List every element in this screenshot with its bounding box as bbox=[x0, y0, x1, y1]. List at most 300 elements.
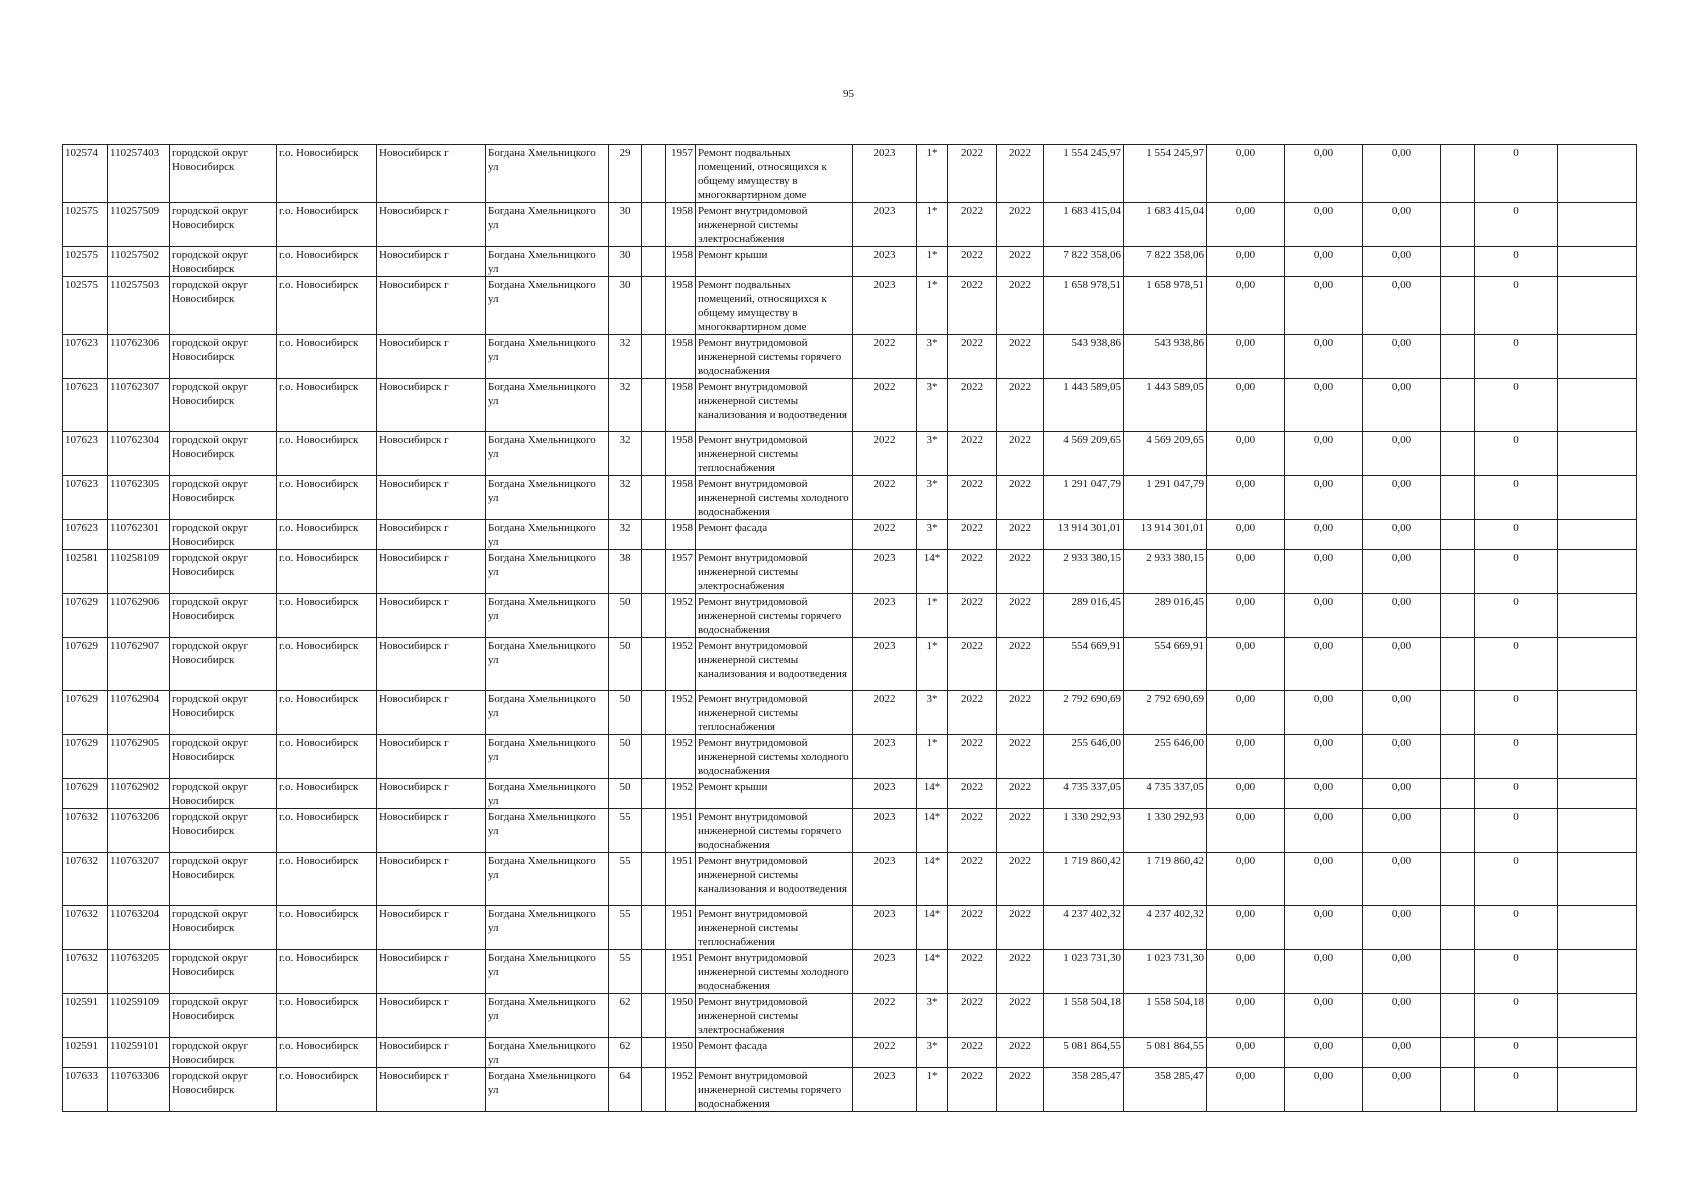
note-cell bbox=[1558, 476, 1637, 520]
other-sources-cell: 0 bbox=[1475, 145, 1558, 203]
reason-code-cell: 3* bbox=[917, 1038, 948, 1068]
building-cell bbox=[642, 906, 666, 950]
work-type-cell: Ремонт внутридомовой инженерной системы теплоснабжения bbox=[696, 906, 853, 950]
fund-cost-cell: 255 646,00 bbox=[1124, 735, 1207, 779]
municipality-cell: городской округ Новосибирск bbox=[170, 994, 277, 1038]
extra-cell bbox=[1441, 1038, 1475, 1068]
extra-cell bbox=[1441, 550, 1475, 594]
table-row bbox=[63, 476, 1637, 520]
settlement-cell: Новосибирск г bbox=[377, 335, 486, 379]
street-cell: Богдана Хмельницкого ул bbox=[486, 853, 609, 906]
extra-cell bbox=[1441, 476, 1475, 520]
house-id-cell: 107629 bbox=[63, 594, 108, 638]
building-cell bbox=[642, 853, 666, 906]
work-id-cell: 110763207 bbox=[108, 853, 170, 906]
street-cell: Богдана Хмельницкого ул bbox=[486, 145, 609, 203]
table-body bbox=[63, 145, 1637, 1112]
end-year-cell: 2022 bbox=[997, 432, 1044, 476]
house-id-cell: 107629 bbox=[63, 638, 108, 691]
district-cell: г.о. Новосибирск bbox=[277, 1068, 377, 1112]
table-row bbox=[63, 1038, 1637, 1068]
house-number-cell: 32 bbox=[609, 335, 642, 379]
street-cell: Богдана Хмельницкого ул bbox=[486, 950, 609, 994]
street-cell: Богдана Хмельницкого ул bbox=[486, 691, 609, 735]
total-cost-cell: 13 914 301,01 bbox=[1044, 520, 1124, 550]
house-number-cell: 30 bbox=[609, 203, 642, 247]
other-sources-cell: 0 bbox=[1475, 809, 1558, 853]
other-sources-cell: 0 bbox=[1475, 853, 1558, 906]
building-cell bbox=[642, 691, 666, 735]
house-number-cell: 55 bbox=[609, 853, 642, 906]
regional-cost-cell: 0,00 bbox=[1285, 145, 1363, 203]
house-number-cell: 50 bbox=[609, 735, 642, 779]
building-cell bbox=[642, 550, 666, 594]
start-year-cell: 2022 bbox=[948, 520, 997, 550]
district-cell: г.о. Новосибирск bbox=[277, 853, 377, 906]
construction-year-cell: 1952 bbox=[666, 1068, 696, 1112]
settlement-cell: Новосибирск г bbox=[377, 809, 486, 853]
planned-year-cell: 2022 bbox=[853, 691, 917, 735]
work-id-cell: 110763306 bbox=[108, 1068, 170, 1112]
extra-cell bbox=[1441, 950, 1475, 994]
house-number-cell: 62 bbox=[609, 1038, 642, 1068]
work-id-cell: 110762902 bbox=[108, 779, 170, 809]
district-cell: г.о. Новосибирск bbox=[277, 145, 377, 203]
end-year-cell: 2022 bbox=[997, 638, 1044, 691]
work-id-cell: 110762301 bbox=[108, 520, 170, 550]
extra-cell bbox=[1441, 335, 1475, 379]
house-number-cell: 62 bbox=[609, 994, 642, 1038]
total-cost-cell: 7 822 358,06 bbox=[1044, 247, 1124, 277]
table-row bbox=[63, 277, 1637, 335]
budget-cost-cell: 0,00 bbox=[1207, 594, 1285, 638]
district-cell: г.о. Новосибирск bbox=[277, 906, 377, 950]
note-cell bbox=[1558, 379, 1637, 432]
building-cell bbox=[642, 145, 666, 203]
fund-cost-cell: 2 792 690,69 bbox=[1124, 691, 1207, 735]
house-number-cell: 29 bbox=[609, 145, 642, 203]
extra-cell bbox=[1441, 906, 1475, 950]
planned-year-cell: 2022 bbox=[853, 379, 917, 432]
other-sources-cell: 0 bbox=[1475, 994, 1558, 1038]
reason-code-cell: 1* bbox=[917, 203, 948, 247]
fund-cost-cell: 1 719 860,42 bbox=[1124, 853, 1207, 906]
other-sources-cell: 0 bbox=[1475, 691, 1558, 735]
regional-cost-cell: 0,00 bbox=[1285, 638, 1363, 691]
local-cost-cell: 0,00 bbox=[1363, 779, 1441, 809]
note-cell bbox=[1558, 809, 1637, 853]
work-type-cell: Ремонт подвальных помещений, относящихся к общему имуществу в многоквартирном доме bbox=[696, 277, 853, 335]
reason-code-cell: 14* bbox=[917, 779, 948, 809]
table-row bbox=[63, 145, 1637, 203]
fund-cost-cell: 4 237 402,32 bbox=[1124, 906, 1207, 950]
total-cost-cell: 255 646,00 bbox=[1044, 735, 1124, 779]
municipality-cell: городской округ Новосибирск bbox=[170, 906, 277, 950]
building-cell bbox=[642, 379, 666, 432]
work-id-cell: 110259109 bbox=[108, 994, 170, 1038]
local-cost-cell: 0,00 bbox=[1363, 1068, 1441, 1112]
budget-cost-cell: 0,00 bbox=[1207, 432, 1285, 476]
district-cell: г.о. Новосибирск bbox=[277, 247, 377, 277]
extra-cell bbox=[1441, 779, 1475, 809]
end-year-cell: 2022 bbox=[997, 691, 1044, 735]
building-cell bbox=[642, 1068, 666, 1112]
district-cell: г.о. Новосибирск bbox=[277, 809, 377, 853]
end-year-cell: 2022 bbox=[997, 994, 1044, 1038]
fund-cost-cell: 5 081 864,55 bbox=[1124, 1038, 1207, 1068]
reason-code-cell: 1* bbox=[917, 638, 948, 691]
construction-year-cell: 1958 bbox=[666, 203, 696, 247]
fund-cost-cell: 1 330 292,93 bbox=[1124, 809, 1207, 853]
work-id-cell: 110763204 bbox=[108, 906, 170, 950]
end-year-cell: 2022 bbox=[997, 247, 1044, 277]
regional-cost-cell: 0,00 bbox=[1285, 735, 1363, 779]
district-cell: г.о. Новосибирск bbox=[277, 594, 377, 638]
planned-year-cell: 2023 bbox=[853, 247, 917, 277]
other-sources-cell: 0 bbox=[1475, 950, 1558, 994]
regional-cost-cell: 0,00 bbox=[1285, 994, 1363, 1038]
start-year-cell: 2022 bbox=[948, 203, 997, 247]
extra-cell bbox=[1441, 594, 1475, 638]
municipality-cell: городской округ Новосибирск bbox=[170, 247, 277, 277]
extra-cell bbox=[1441, 277, 1475, 335]
table-row bbox=[63, 779, 1637, 809]
municipality-cell: городской округ Новосибирск bbox=[170, 145, 277, 203]
other-sources-cell: 0 bbox=[1475, 277, 1558, 335]
work-type-cell: Ремонт внутридомовой инженерной системы холодного водоснабжения bbox=[696, 476, 853, 520]
table-row bbox=[63, 432, 1637, 476]
fund-cost-cell: 554 669,91 bbox=[1124, 638, 1207, 691]
house-id-cell: 107623 bbox=[63, 379, 108, 432]
municipality-cell: городской округ Новосибирск bbox=[170, 735, 277, 779]
regional-cost-cell: 0,00 bbox=[1285, 1038, 1363, 1068]
street-cell: Богдана Хмельницкого ул bbox=[486, 594, 609, 638]
planned-year-cell: 2023 bbox=[853, 594, 917, 638]
other-sources-cell: 0 bbox=[1475, 335, 1558, 379]
settlement-cell: Новосибирск г bbox=[377, 550, 486, 594]
table-row bbox=[63, 247, 1637, 277]
end-year-cell: 2022 bbox=[997, 203, 1044, 247]
settlement-cell: Новосибирск г bbox=[377, 853, 486, 906]
end-year-cell: 2022 bbox=[997, 950, 1044, 994]
construction-year-cell: 1958 bbox=[666, 277, 696, 335]
work-type-cell: Ремонт внутридомовой инженерной системы холодного водоснабжения bbox=[696, 735, 853, 779]
budget-cost-cell: 0,00 bbox=[1207, 1038, 1285, 1068]
local-cost-cell: 0,00 bbox=[1363, 691, 1441, 735]
start-year-cell: 2022 bbox=[948, 950, 997, 994]
house-number-cell: 50 bbox=[609, 638, 642, 691]
house-id-cell: 107629 bbox=[63, 691, 108, 735]
municipality-cell: городской округ Новосибирск bbox=[170, 379, 277, 432]
fund-cost-cell: 1 443 589,05 bbox=[1124, 379, 1207, 432]
house-number-cell: 32 bbox=[609, 520, 642, 550]
house-id-cell: 107633 bbox=[63, 1068, 108, 1112]
total-cost-cell: 2 792 690,69 bbox=[1044, 691, 1124, 735]
other-sources-cell: 0 bbox=[1475, 594, 1558, 638]
note-cell bbox=[1558, 906, 1637, 950]
house-id-cell: 107629 bbox=[63, 779, 108, 809]
street-cell: Богдана Хмельницкого ул bbox=[486, 520, 609, 550]
settlement-cell: Новосибирск г bbox=[377, 203, 486, 247]
reason-code-cell: 14* bbox=[917, 950, 948, 994]
reason-code-cell: 14* bbox=[917, 550, 948, 594]
other-sources-cell: 0 bbox=[1475, 638, 1558, 691]
budget-cost-cell: 0,00 bbox=[1207, 145, 1285, 203]
other-sources-cell: 0 bbox=[1475, 203, 1558, 247]
house-id-cell: 107623 bbox=[63, 520, 108, 550]
fund-cost-cell: 1 291 047,79 bbox=[1124, 476, 1207, 520]
extra-cell bbox=[1441, 809, 1475, 853]
extra-cell bbox=[1441, 735, 1475, 779]
work-id-cell: 110762307 bbox=[108, 379, 170, 432]
note-cell bbox=[1558, 594, 1637, 638]
municipality-cell: городской округ Новосибирск bbox=[170, 950, 277, 994]
settlement-cell: Новосибирск г bbox=[377, 432, 486, 476]
reason-code-cell: 1* bbox=[917, 277, 948, 335]
building-cell bbox=[642, 594, 666, 638]
extra-cell bbox=[1441, 145, 1475, 203]
regional-cost-cell: 0,00 bbox=[1285, 520, 1363, 550]
budget-cost-cell: 0,00 bbox=[1207, 247, 1285, 277]
district-cell: г.о. Новосибирск bbox=[277, 476, 377, 520]
work-id-cell: 110763206 bbox=[108, 809, 170, 853]
note-cell bbox=[1558, 638, 1637, 691]
regional-cost-cell: 0,00 bbox=[1285, 203, 1363, 247]
regional-cost-cell: 0,00 bbox=[1285, 950, 1363, 994]
house-id-cell: 107632 bbox=[63, 809, 108, 853]
construction-year-cell: 1952 bbox=[666, 779, 696, 809]
work-type-cell: Ремонт внутридомовой инженерной системы горячего водоснабжения bbox=[696, 809, 853, 853]
table-row bbox=[63, 203, 1637, 247]
street-cell: Богдана Хмельницкого ул bbox=[486, 735, 609, 779]
budget-cost-cell: 0,00 bbox=[1207, 853, 1285, 906]
planned-year-cell: 2022 bbox=[853, 994, 917, 1038]
house-number-cell: 50 bbox=[609, 779, 642, 809]
settlement-cell: Новосибирск г bbox=[377, 1038, 486, 1068]
fund-cost-cell: 1 658 978,51 bbox=[1124, 277, 1207, 335]
regional-cost-cell: 0,00 bbox=[1285, 379, 1363, 432]
construction-year-cell: 1951 bbox=[666, 906, 696, 950]
start-year-cell: 2022 bbox=[948, 1038, 997, 1068]
fund-cost-cell: 4 569 209,65 bbox=[1124, 432, 1207, 476]
municipality-cell: городской округ Новосибирск bbox=[170, 594, 277, 638]
end-year-cell: 2022 bbox=[997, 906, 1044, 950]
street-cell: Богдана Хмельницкого ул bbox=[486, 779, 609, 809]
planned-year-cell: 2023 bbox=[853, 735, 917, 779]
local-cost-cell: 0,00 bbox=[1363, 520, 1441, 550]
end-year-cell: 2022 bbox=[997, 145, 1044, 203]
table-row bbox=[63, 950, 1637, 994]
total-cost-cell: 1 023 731,30 bbox=[1044, 950, 1124, 994]
settlement-cell: Новосибирск г bbox=[377, 476, 486, 520]
district-cell: г.о. Новосибирск bbox=[277, 432, 377, 476]
settlement-cell: Новосибирск г bbox=[377, 520, 486, 550]
settlement-cell: Новосибирск г bbox=[377, 594, 486, 638]
local-cost-cell: 0,00 bbox=[1363, 994, 1441, 1038]
settlement-cell: Новосибирск г bbox=[377, 277, 486, 335]
construction-year-cell: 1958 bbox=[666, 335, 696, 379]
street-cell: Богдана Хмельницкого ул bbox=[486, 1038, 609, 1068]
street-cell: Богдана Хмельницкого ул bbox=[486, 994, 609, 1038]
fund-cost-cell: 1 554 245,97 bbox=[1124, 145, 1207, 203]
budget-cost-cell: 0,00 bbox=[1207, 203, 1285, 247]
house-id-cell: 102575 bbox=[63, 247, 108, 277]
local-cost-cell: 0,00 bbox=[1363, 594, 1441, 638]
street-cell: Богдана Хмельницкого ул bbox=[486, 550, 609, 594]
building-cell bbox=[642, 520, 666, 550]
extra-cell bbox=[1441, 379, 1475, 432]
work-id-cell: 110259101 bbox=[108, 1038, 170, 1068]
building-cell bbox=[642, 1038, 666, 1068]
work-id-cell: 110762305 bbox=[108, 476, 170, 520]
reason-code-cell: 3* bbox=[917, 520, 948, 550]
regional-cost-cell: 0,00 bbox=[1285, 853, 1363, 906]
budget-cost-cell: 0,00 bbox=[1207, 994, 1285, 1038]
end-year-cell: 2022 bbox=[997, 735, 1044, 779]
budget-cost-cell: 0,00 bbox=[1207, 691, 1285, 735]
house-id-cell: 102591 bbox=[63, 994, 108, 1038]
start-year-cell: 2022 bbox=[948, 853, 997, 906]
house-number-cell: 30 bbox=[609, 247, 642, 277]
extra-cell bbox=[1441, 638, 1475, 691]
construction-year-cell: 1951 bbox=[666, 853, 696, 906]
work-type-cell: Ремонт фасада bbox=[696, 1038, 853, 1068]
street-cell: Богдана Хмельницкого ул bbox=[486, 335, 609, 379]
note-cell bbox=[1558, 691, 1637, 735]
regional-cost-cell: 0,00 bbox=[1285, 1068, 1363, 1112]
fund-cost-cell: 2 933 380,15 bbox=[1124, 550, 1207, 594]
district-cell: г.о. Новосибирск bbox=[277, 335, 377, 379]
work-type-cell: Ремонт внутридомовой инженерной системы канализования и водоотведения bbox=[696, 379, 853, 432]
work-id-cell: 110257503 bbox=[108, 277, 170, 335]
start-year-cell: 2022 bbox=[948, 145, 997, 203]
table-row bbox=[63, 638, 1637, 691]
start-year-cell: 2022 bbox=[948, 994, 997, 1038]
note-cell bbox=[1558, 735, 1637, 779]
local-cost-cell: 0,00 bbox=[1363, 277, 1441, 335]
regional-cost-cell: 0,00 bbox=[1285, 550, 1363, 594]
planned-year-cell: 2023 bbox=[853, 950, 917, 994]
other-sources-cell: 0 bbox=[1475, 735, 1558, 779]
work-type-cell: Ремонт фасада bbox=[696, 520, 853, 550]
planned-year-cell: 2023 bbox=[853, 809, 917, 853]
settlement-cell: Новосибирск г bbox=[377, 1068, 486, 1112]
table-row bbox=[63, 594, 1637, 638]
end-year-cell: 2022 bbox=[997, 277, 1044, 335]
building-cell bbox=[642, 203, 666, 247]
end-year-cell: 2022 bbox=[997, 853, 1044, 906]
work-id-cell: 110763205 bbox=[108, 950, 170, 994]
start-year-cell: 2022 bbox=[948, 809, 997, 853]
start-year-cell: 2022 bbox=[948, 691, 997, 735]
extra-cell bbox=[1441, 994, 1475, 1038]
settlement-cell: Новосибирск г bbox=[377, 379, 486, 432]
building-cell bbox=[642, 950, 666, 994]
planned-year-cell: 2023 bbox=[853, 145, 917, 203]
house-id-cell: 107629 bbox=[63, 735, 108, 779]
note-cell bbox=[1558, 520, 1637, 550]
note-cell bbox=[1558, 1068, 1637, 1112]
start-year-cell: 2022 bbox=[948, 779, 997, 809]
regional-cost-cell: 0,00 bbox=[1285, 691, 1363, 735]
total-cost-cell: 543 938,86 bbox=[1044, 335, 1124, 379]
table-row bbox=[63, 550, 1637, 594]
work-type-cell: Ремонт крыши bbox=[696, 247, 853, 277]
construction-year-cell: 1958 bbox=[666, 476, 696, 520]
start-year-cell: 2022 bbox=[948, 735, 997, 779]
end-year-cell: 2022 bbox=[997, 1038, 1044, 1068]
budget-cost-cell: 0,00 bbox=[1207, 1068, 1285, 1112]
building-cell bbox=[642, 809, 666, 853]
regional-cost-cell: 0,00 bbox=[1285, 277, 1363, 335]
house-number-cell: 64 bbox=[609, 1068, 642, 1112]
table-row bbox=[63, 691, 1637, 735]
table-row bbox=[63, 379, 1637, 432]
extra-cell bbox=[1441, 691, 1475, 735]
regional-cost-cell: 0,00 bbox=[1285, 906, 1363, 950]
start-year-cell: 2022 bbox=[948, 550, 997, 594]
note-cell bbox=[1558, 1038, 1637, 1068]
local-cost-cell: 0,00 bbox=[1363, 145, 1441, 203]
work-type-cell: Ремонт внутридомовой инженерной системы теплоснабжения bbox=[696, 691, 853, 735]
house-number-cell: 32 bbox=[609, 476, 642, 520]
start-year-cell: 2022 bbox=[948, 476, 997, 520]
fund-cost-cell: 358 285,47 bbox=[1124, 1068, 1207, 1112]
start-year-cell: 2022 bbox=[948, 247, 997, 277]
note-cell bbox=[1558, 247, 1637, 277]
budget-cost-cell: 0,00 bbox=[1207, 379, 1285, 432]
end-year-cell: 2022 bbox=[997, 520, 1044, 550]
extra-cell bbox=[1441, 203, 1475, 247]
regional-cost-cell: 0,00 bbox=[1285, 476, 1363, 520]
municipality-cell: городской округ Новосибирск bbox=[170, 520, 277, 550]
end-year-cell: 2022 bbox=[997, 594, 1044, 638]
start-year-cell: 2022 bbox=[948, 906, 997, 950]
building-cell bbox=[642, 476, 666, 520]
budget-cost-cell: 0,00 bbox=[1207, 638, 1285, 691]
work-type-cell: Ремонт подвальных помещений, относящихся к общему имуществу в многоквартирном доме bbox=[696, 145, 853, 203]
total-cost-cell: 1 291 047,79 bbox=[1044, 476, 1124, 520]
district-cell: г.о. Новосибирск bbox=[277, 1038, 377, 1068]
local-cost-cell: 0,00 bbox=[1363, 550, 1441, 594]
end-year-cell: 2022 bbox=[997, 476, 1044, 520]
regional-cost-cell: 0,00 bbox=[1285, 247, 1363, 277]
end-year-cell: 2022 bbox=[997, 809, 1044, 853]
note-cell bbox=[1558, 203, 1637, 247]
start-year-cell: 2022 bbox=[948, 1068, 997, 1112]
start-year-cell: 2022 bbox=[948, 594, 997, 638]
end-year-cell: 2022 bbox=[997, 379, 1044, 432]
district-cell: г.о. Новосибирск bbox=[277, 277, 377, 335]
construction-year-cell: 1957 bbox=[666, 145, 696, 203]
local-cost-cell: 0,00 bbox=[1363, 853, 1441, 906]
street-cell: Богдана Хмельницкого ул bbox=[486, 247, 609, 277]
municipality-cell: городской округ Новосибирск bbox=[170, 335, 277, 379]
building-cell bbox=[642, 779, 666, 809]
page-number: 95 bbox=[843, 88, 854, 100]
municipality-cell: городской округ Новосибирск bbox=[170, 638, 277, 691]
house-id-cell: 102575 bbox=[63, 277, 108, 335]
building-cell bbox=[642, 335, 666, 379]
district-cell: г.о. Новосибирск bbox=[277, 950, 377, 994]
street-cell: Богдана Хмельницкого ул bbox=[486, 906, 609, 950]
local-cost-cell: 0,00 bbox=[1363, 203, 1441, 247]
construction-year-cell: 1952 bbox=[666, 594, 696, 638]
settlement-cell: Новосибирск г bbox=[377, 638, 486, 691]
planned-year-cell: 2023 bbox=[853, 550, 917, 594]
table-row bbox=[63, 335, 1637, 379]
construction-year-cell: 1958 bbox=[666, 520, 696, 550]
